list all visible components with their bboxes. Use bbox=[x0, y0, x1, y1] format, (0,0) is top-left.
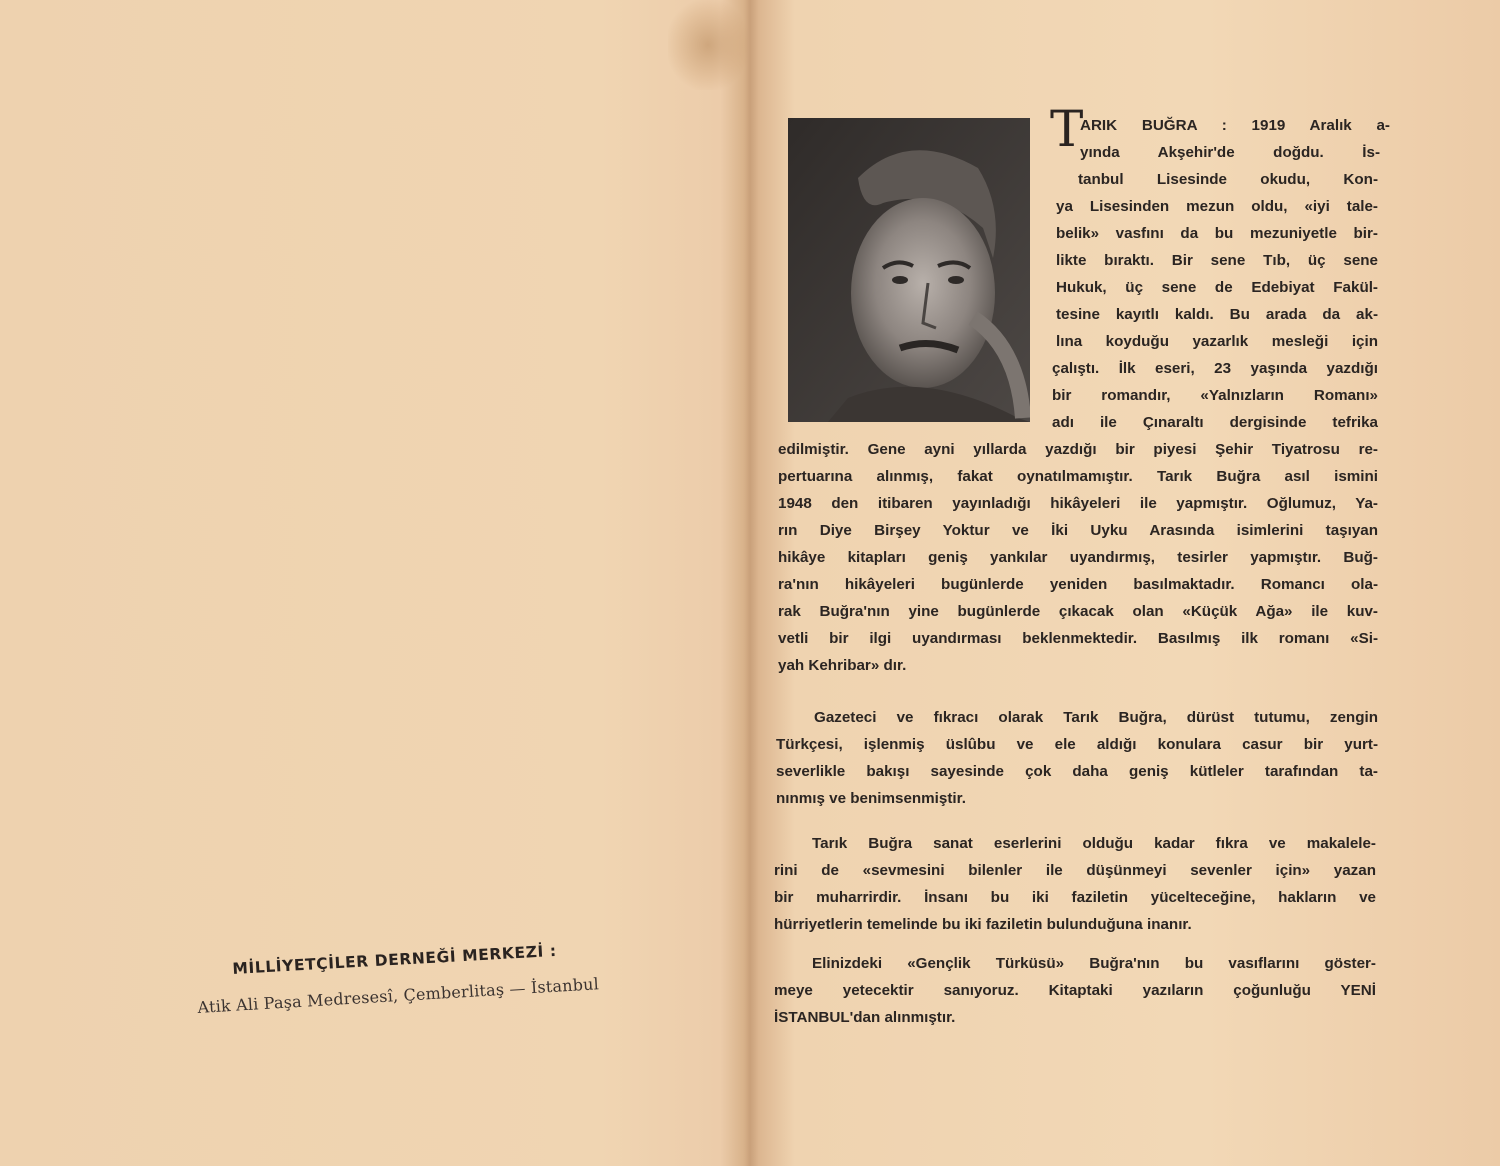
bio-line: likte bıraktı. Bir sene Tıb, üç sene bbox=[1056, 252, 1378, 269]
bio-line: pertuarına alınmış, fakat oynatılmamıştır. Tarık Buğra asıl ismini bbox=[778, 468, 1378, 485]
bio-line: tanbul Lisesinde okudu, Kon- bbox=[1078, 171, 1378, 188]
bio-line: bir romandır, «Yalnızların Romanı» bbox=[1052, 387, 1378, 404]
author-portrait bbox=[788, 118, 1030, 422]
para3-line: rini de «sevmesini bilenler ile düşünmeyi sevenler için» yazan bbox=[774, 862, 1376, 879]
imprint-title: MİLLİYETÇİLER DERNEĞİ MERKEZİ : bbox=[232, 941, 558, 978]
left-page bbox=[0, 0, 748, 1166]
bio-line: ARIK BUĞRA : 1919 Aralık a- bbox=[1080, 117, 1390, 134]
right-page bbox=[752, 0, 1500, 1166]
imprint-address: Atik Ali Paşa Medresesî, Çemberlitaş — İstanbul bbox=[197, 974, 600, 1017]
bio-line: edilmiştir. Gene ayni yıllarda yazdığı bir piyesi Şehir Tiyatrosu re- bbox=[778, 441, 1378, 458]
bio-line: rın Diye Birşey Yoktur ve İki Uyku Arasında isimlerini taşıyan bbox=[778, 522, 1378, 539]
para2-line: Gazeteci ve fıkracı olarak Tarık Buğra, dürüst tutumu, zengin bbox=[814, 709, 1378, 726]
para2-line: Türkçesi, işlenmiş üslûbu ve ele aldığı konulara casur bir yurt- bbox=[776, 736, 1378, 753]
para4-line: meye yetecektir sanıyoruz. Kitaptaki yazıların çoğunluğu YENİ bbox=[774, 982, 1376, 999]
para2-line: severlikle bakışı sayesinde çok daha geniş kütleler tarafından ta- bbox=[776, 763, 1378, 780]
bio-line: belik» vasfını da bu mezuniyetle bir- bbox=[1056, 225, 1378, 242]
portrait-image bbox=[788, 118, 1030, 422]
para2-line: nınmış ve benimsenmiştir. bbox=[776, 790, 966, 807]
bio-line: rak Buğra'nın yine bugünlerde çıkacak olan «Küçük Ağa» ile kuv- bbox=[778, 603, 1378, 620]
bio-line: ra'nın hikâyeleri bugünlerde yeniden basılmaktadır. Romancı ola- bbox=[778, 576, 1378, 593]
bio-line: adı ile Çınaraltı dergisinde tefrika bbox=[1052, 414, 1378, 431]
bio-line: 1948 den itibaren yayınladığı hikâyeleri ile yapmıştır. Oğlumuz, Ya- bbox=[778, 495, 1378, 512]
bio-line: yında Akşehir'de doğdu. İs- bbox=[1080, 144, 1380, 161]
para3-line: hürriyetlerin temelinde bu iki faziletin bulunduğuna inanır. bbox=[774, 916, 1192, 933]
bio-line: Hukuk, üç sene de Edebiyat Fakül- bbox=[1056, 279, 1378, 296]
bio-line: vetli bir ilgi uyandırması beklenmektedir. Basılmış ilk romanı «Si- bbox=[778, 630, 1378, 647]
bio-line: yah Kehribar» dır. bbox=[778, 657, 907, 674]
bio-line: lına koyduğu yazarlık mesleği için bbox=[1056, 333, 1378, 350]
bio-line: tesine kayıtlı kaldı. Bu arada da ak- bbox=[1056, 306, 1378, 323]
para3-line: bir muharrirdir. İnsanı bu iki faziletin yücelteceğine, hakların ve bbox=[774, 889, 1376, 906]
para4-line: İSTANBUL'dan alınmıştır. bbox=[774, 1009, 956, 1026]
bio-line: çalıştı. İlk eseri, 23 yaşında yazdığı bbox=[1052, 360, 1378, 377]
para3-line: Tarık Buğra sanat eserlerini olduğu kadar fıkra ve makalele- bbox=[812, 835, 1376, 852]
para4-line: Elinizdeki «Gençlik Türküsü» Buğra'nın bu vasıflarını göster- bbox=[812, 955, 1376, 972]
bio-line: ya Lisesinden mezun oldu, «iyi tale- bbox=[1056, 198, 1378, 215]
drop-cap: T bbox=[1050, 100, 1084, 158]
bio-line: hikâye kitapları geniş yankılar uyandırmış, tesirler yapmıştır. Buğ- bbox=[778, 549, 1378, 566]
